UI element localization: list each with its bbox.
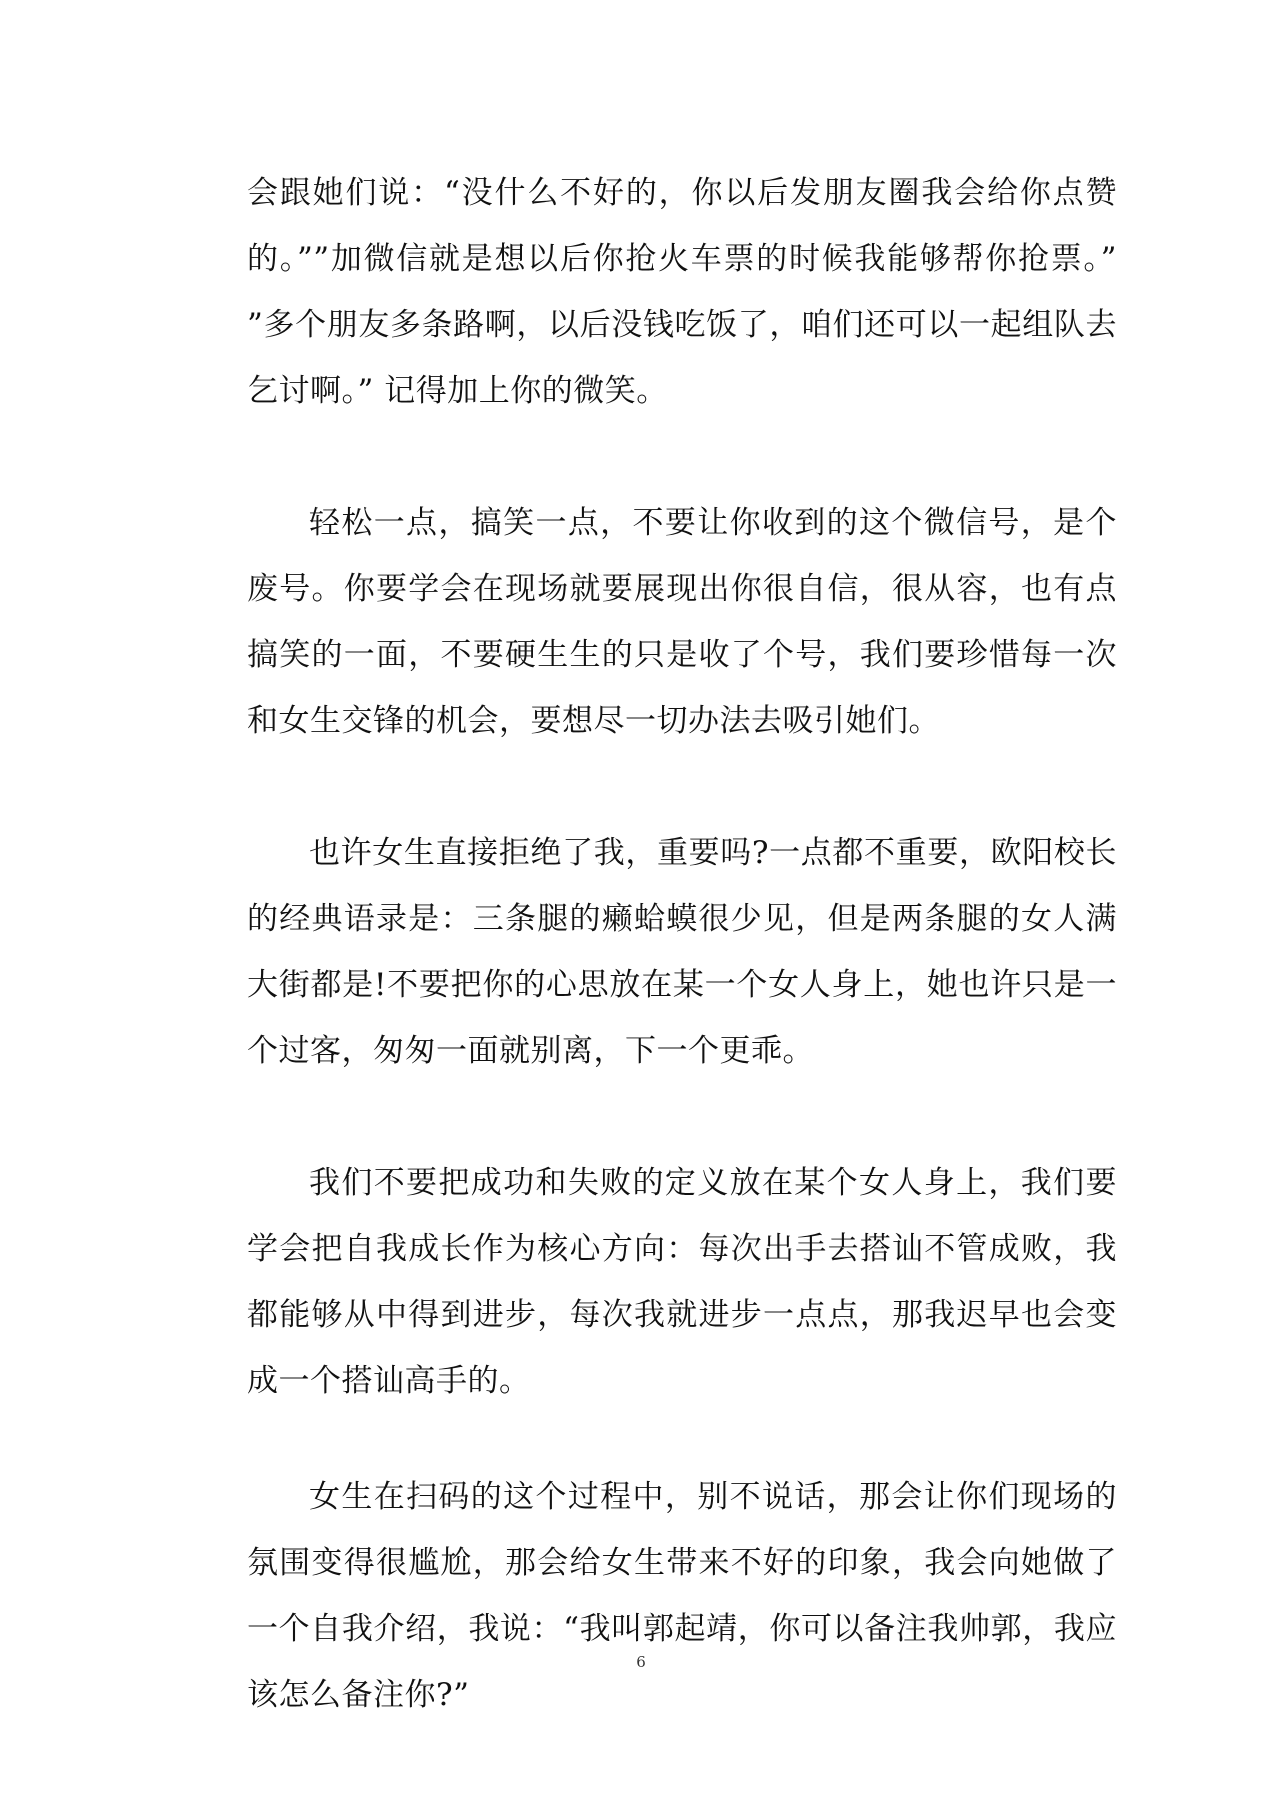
paragraph-2: 轻松一点，搞笑一点，不要让你收到的这个微信号，是个废号。你要学会在现场就要展现出你很自信，很从容，也有点搞笑的一面，不要硬生生的只是收了个号，我们要珍惜每一次和女生交锋的机会，要想尽一切办法去吸引她们。 [247,505,1117,739]
paragraph-1: 会跟她们说：“没什么不好的，你以后发朋友圈我会给你点赞的。””加微信就是想以后你抢火车票的时候我能够帮你抢票。” ”多个朋友多条路啊，以后没钱吃饭了，咱们还可以一起组队去乞讨啊。” 记得加上你的微笑。 [247,175,1117,409]
paragraph-4: 我们不要把成功和失败的定义放在某个女人身上，我们要学会把自我成长作为核心方向：每次出手去搭讪不管成败，我都能够从中得到进步，每次我就进步一点点，那我迟早也会变成一个搭讪高手的。 [247,1165,1117,1399]
paragraph-3: 也许女生直接拒绝了我，重要吗?一点都不重要，欧阳校长的经典语录是：三条腿的癞蛤蟆很少见，但是两条腿的女人满大街都是!不要把你的心思放在某一个女人身上，她也许只是一个过客，匆匆一面就别离，下一个更乖。 [247,835,1117,1069]
paragraph-5: 女生在扫码的这个过程中，别不说话，那会让你们现场的氛围变得很尴尬，那会给女生带来不好的印象，我会向她做了一个自我介绍，我说：“我叫郭起靖，你可以备注我帅郭，我应该怎么备注你?” [247,1479,1117,1713]
page-number: 6 [636,1653,646,1671]
page-body [247,160,1117,1728]
